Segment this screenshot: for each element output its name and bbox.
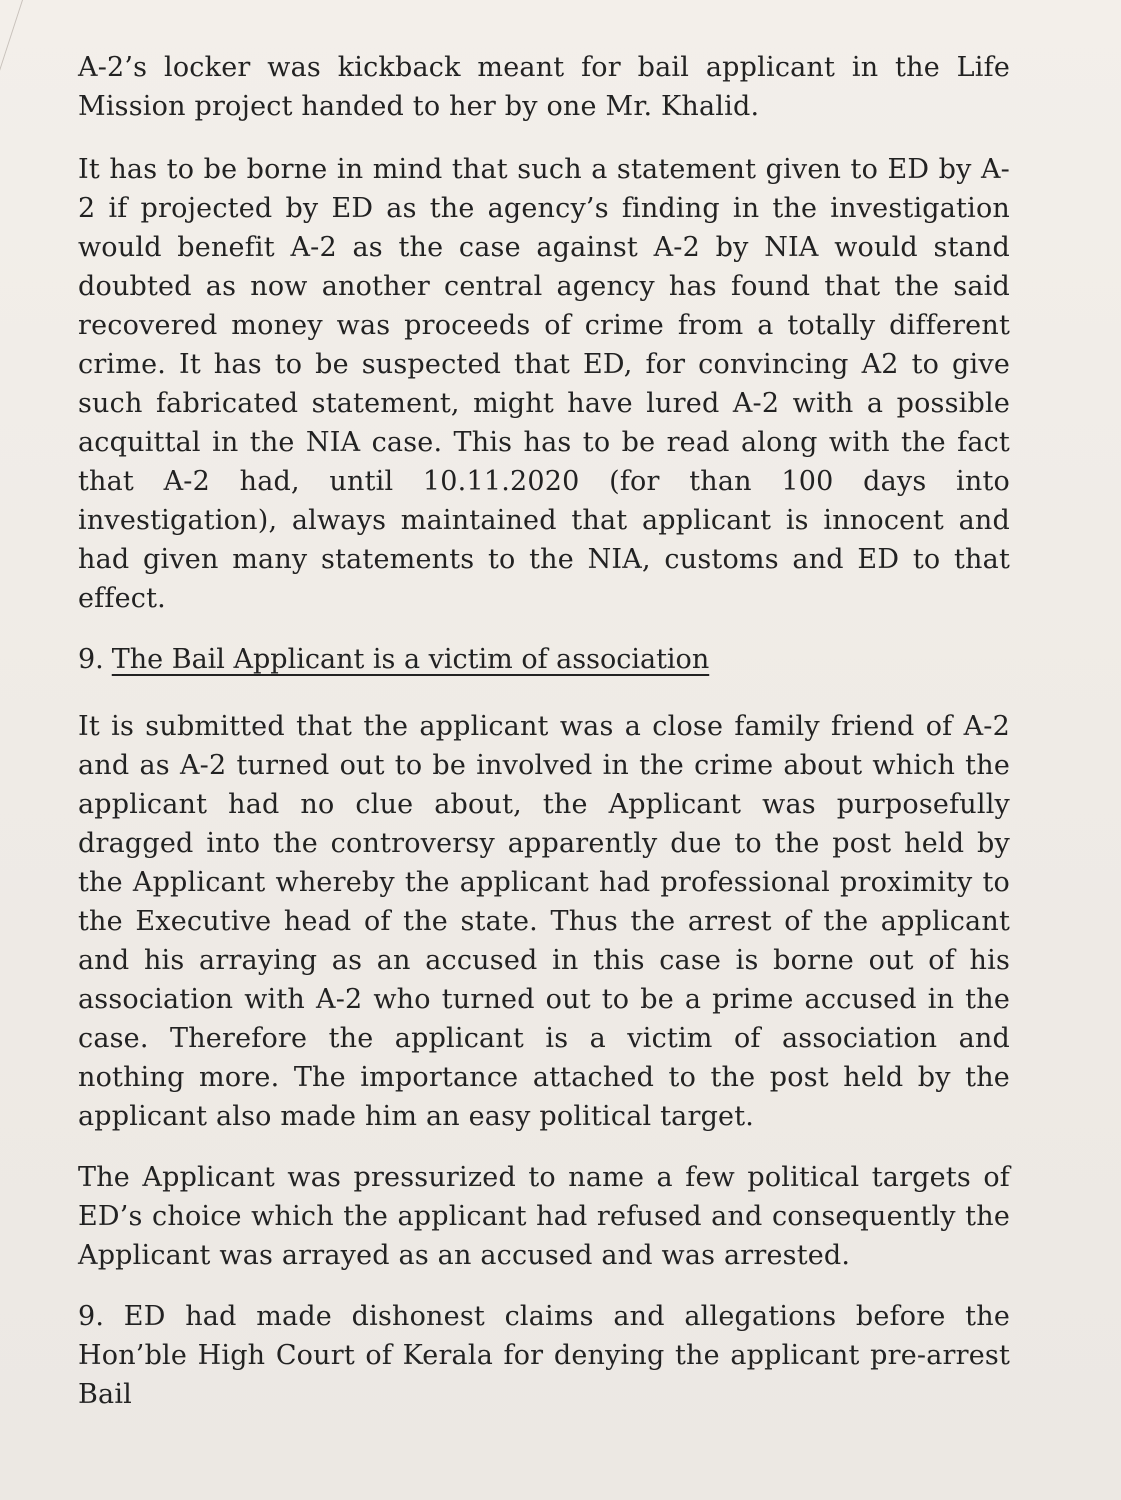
paragraph-lockers-kickback: A-2’s locker was kickback meant for bail applicant in the Life Mission project handed to her by one Mr. Khalid. [78,52,1010,122]
section-title: The Bail Applicant is a victim of association [111,644,710,675]
section-number: 9. [78,644,104,675]
section-heading [78,640,1010,679]
paragraph-ed-statement: It has to be borne in mind that such a statement given to ED by A-2 if projected by ED as the agency’s finding in the investigation would benefit A-2 as the case against A-2 by NIA would stand doubted as now another central agency has found that the said recovered money was proceeds of crime from a totally different crime. It has to be suspected that ED, for convincing A2 to give such fabricated statement, might have lured A-2 with a possible acquittal in the NIA case. This has to be read along with the fact that A-2 had, until 10.11.2020 (for than 100 days into investigation), always maintained that applicant is innocent and had given many statements to the NIA, customs and ED to that effect. [78,154,1010,614]
paper-edge [0,0,23,110]
document-page [78,48,1010,1468]
paragraph-pressurized: The Applicant was pressurized to name a few political targets of ED’s choice which the applicant had refused and consequently the Applicant was arrayed as an accused and was arrested. [78,1162,1010,1271]
paragraph-dishonest-claims: 9. ED had made dishonest claims and allegations before the Hon’ble High Court of Kerala for denying the applicant pre-arrest Bail [78,1301,1010,1410]
paragraph-victim-of-association: It is submitted that the applicant was a close family friend of A-2 and as A-2 turned out to be involved in the crime about which the applicant had no clue about, the Applicant was purposefully dragged into the controversy apparently due to the post held by the Applicant whereby the applicant had professional proximity to the Executive head of the state. Thus the arrest of the applicant and his arraying as an accused in this case is borne out of his association with A-2 who turned out to be a prime accused in the case. Therefore the applicant is a victim of association and nothing more. The importance attached to the post held by the applicant also made him an easy political target. [78,711,1010,1132]
